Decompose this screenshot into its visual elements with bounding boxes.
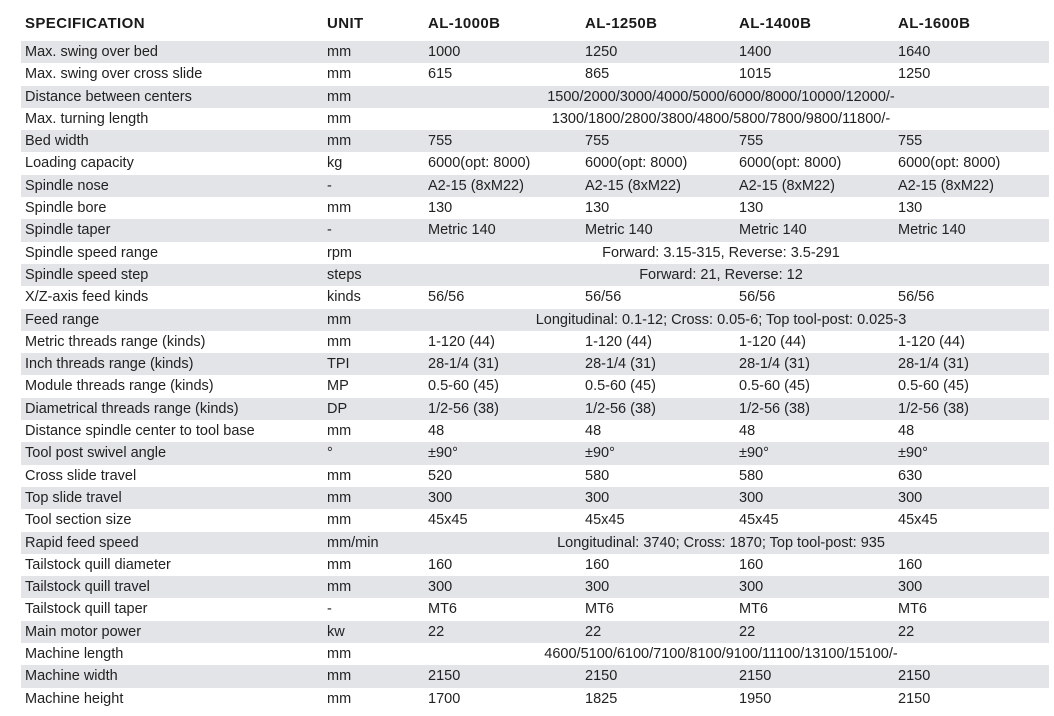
spec-value-model-3: 1950 [739,690,772,707]
spec-label: Spindle taper [25,222,111,239]
table-row [21,197,1049,219]
spec-value-shared: 1300/1800/2800/3800/4800/5800/7800/9800/11800/- [551,110,891,127]
spec-unit: ° [327,445,333,462]
spec-label: Max. swing over cross slide [25,66,203,83]
spec-value-model-4: 160 [898,556,923,573]
table-row [21,152,1049,174]
spec-label: Spindle speed range [25,244,159,261]
table-row [21,108,1049,130]
spec-label: Module threads range (kinds) [25,378,214,395]
spec-unit: mm [327,200,352,217]
spec-value-model-1: MT6 [428,601,457,618]
spec-label: Main motor power [25,623,142,640]
table-row [21,598,1049,620]
spec-value-model-1: 56/56 [428,289,465,306]
spec-label: Spindle bore [25,200,107,217]
spec-value-model-1: 48 [428,423,445,440]
header-specification: SPECIFICATION [25,15,145,32]
spec-value-model-3: 2150 [739,668,772,685]
table-row [21,175,1049,197]
spec-value-model-1: 130 [428,200,453,217]
table-row [21,41,1049,63]
spec-value-model-2: 580 [585,467,610,484]
spec-label: Rapid feed speed [25,534,139,551]
spec-unit: mm [327,423,352,440]
spec-label: X/Z-axis feed kinds [25,289,149,306]
spec-unit: mm/min [327,534,379,551]
table-row [21,665,1049,687]
table-row [21,331,1049,353]
spec-value-model-3: 28-1/4 (31) [739,356,810,373]
spec-unit: DP [327,400,348,417]
spec-value-model-3: 1/2-56 (38) [739,400,810,417]
spec-label: Bed width [25,133,89,150]
spec-value-model-3: 300 [739,489,764,506]
spec-value-model-4: 6000(opt: 8000) [898,155,1001,172]
spec-value-model-3: ±90° [739,445,769,462]
spec-value-model-2: 28-1/4 (31) [585,356,656,373]
spec-unit: mm [327,668,352,685]
spec-value-model-4: 1250 [898,66,931,83]
spec-unit: - [327,601,332,618]
table-row [21,264,1049,286]
spec-value-model-4: 28-1/4 (31) [898,356,969,373]
spec-value-shared: 1500/2000/3000/4000/5000/6000/8000/10000/12000/- [547,88,895,105]
spec-label: Tool section size [25,512,132,529]
spec-value-model-1: 2150 [428,668,461,685]
spec-value-shared: 4600/5100/6100/7100/8100/9100/11100/13100/15100/- [544,646,898,663]
header-model-4: AL-1600B [898,15,971,32]
spec-value-model-3: 45x45 [739,512,779,529]
spec-value-model-2: 22 [585,623,602,640]
spec-label: Max. swing over bed [25,44,158,60]
table-row [21,309,1049,331]
spec-unit: - [327,222,332,239]
spec-value-model-2: A2-15 (8xM22) [585,177,681,194]
table-row [21,465,1049,487]
spec-unit: mm [327,66,352,83]
spec-value-model-3: 1-120 (44) [739,333,806,350]
spec-label: Tailstock quill diameter [25,556,171,573]
spec-value-model-3: Metric 140 [739,222,807,239]
spec-label: Inch threads range (kinds) [25,356,194,373]
spec-unit: kg [327,155,343,172]
spec-value-model-2: 1250 [585,44,618,60]
specification-table [21,9,1049,710]
table-row [21,398,1049,420]
spec-value-model-2: 300 [585,489,610,506]
table-row [21,242,1049,264]
spec-unit: mm [327,579,352,596]
table-row [21,63,1049,85]
spec-value-model-1: 22 [428,623,445,640]
spec-value-model-2: 6000(opt: 8000) [585,155,688,172]
spec-unit: MP [327,378,349,395]
spec-label: Spindle nose [25,177,109,194]
spec-label: Metric threads range (kinds) [25,333,206,350]
spec-value-model-1: Metric 140 [428,222,496,239]
table-row [21,509,1049,531]
spec-label: Machine length [25,646,124,663]
spec-value-model-1: 520 [428,467,453,484]
spec-value-model-2: ±90° [585,445,615,462]
spec-value-model-2: 1/2-56 (38) [585,400,656,417]
spec-value-model-2: 45x45 [585,512,625,529]
spec-value-model-3: 300 [739,579,764,596]
table-row [21,554,1049,576]
spec-unit: mm [327,690,352,707]
spec-unit: mm [327,333,352,350]
spec-value-model-4: 1640 [898,44,931,60]
spec-value-model-1: 160 [428,556,453,573]
spec-value-model-1: 300 [428,489,453,506]
spec-value-model-4: A2-15 (8xM22) [898,177,994,194]
spec-label: Top slide travel [25,489,122,506]
spec-label: Spindle speed step [25,266,149,283]
table-row [21,621,1049,643]
table-row [21,487,1049,509]
spec-value-model-3: 130 [739,200,764,217]
spec-value-model-4: 755 [898,133,923,150]
table-row [21,576,1049,598]
spec-value-model-3: 755 [739,133,764,150]
spec-value-model-3: A2-15 (8xM22) [739,177,835,194]
spec-label: Loading capacity [25,155,134,172]
header-model-1: AL-1000B [428,15,501,32]
spec-value-model-1: 28-1/4 (31) [428,356,499,373]
spec-value-model-1: 6000(opt: 8000) [428,155,531,172]
spec-value-model-4: 300 [898,579,923,596]
spec-unit: mm [327,88,352,105]
spec-value-model-2: MT6 [585,601,614,618]
spec-unit: mm [327,44,352,60]
spec-value-model-1: 1000 [428,44,461,60]
spec-value-model-3: 48 [739,423,756,440]
table-row [21,219,1049,241]
spec-value-model-4: 130 [898,200,923,217]
spec-label: Distance spindle center to tool base [25,423,255,440]
table-row [21,532,1049,554]
table-row [21,420,1049,442]
spec-value-model-1: 615 [428,66,453,83]
spec-label: Diametrical threads range (kinds) [25,400,239,417]
spec-value-model-2: 2150 [585,668,618,685]
spec-label: Tool post swivel angle [25,445,167,462]
spec-value-model-3: MT6 [739,601,768,618]
table-row [21,353,1049,375]
spec-label: Distance between centers [25,88,192,105]
spec-value-model-4: 22 [898,623,915,640]
spec-unit: rpm [327,244,352,261]
table-row [21,442,1049,464]
header-model-3: AL-1400B [739,15,812,32]
spec-value-model-3: 1400 [739,44,772,60]
spec-value-model-3: 160 [739,556,764,573]
spec-value-model-2: 160 [585,556,610,573]
spec-value-model-4: 300 [898,489,923,506]
spec-label: Tailstock quill taper [25,601,148,618]
spec-label: Machine width [25,668,118,685]
spec-label: Tailstock quill travel [25,579,150,596]
spec-value-model-2: 865 [585,66,610,83]
spec-value-model-4: 0.5-60 (45) [898,378,969,395]
spec-value-model-4: Metric 140 [898,222,966,239]
spec-value-model-2: Metric 140 [585,222,653,239]
spec-value-model-4: 2150 [898,668,931,685]
spec-value-model-3: 1015 [739,66,772,83]
header-model-2: AL-1250B [585,15,658,32]
spec-value-model-2: 1-120 (44) [585,333,652,350]
spec-value-model-1: 300 [428,579,453,596]
spec-value-model-3: 0.5-60 (45) [739,378,810,395]
spec-unit: steps [327,266,362,283]
spec-value-model-4: MT6 [898,601,927,618]
spec-label: Machine height [25,690,124,707]
spec-value-model-2: 48 [585,423,602,440]
spec-unit: mm [327,110,352,127]
spec-value-model-1: 0.5-60 (45) [428,378,499,395]
spec-value-model-1: 1-120 (44) [428,333,495,350]
spec-unit: mm [327,646,352,663]
spec-value-model-4: ±90° [898,445,928,462]
spec-value-shared: Longitudinal: 3740; Cross: 1870; Top tool-post: 935 [557,534,885,551]
spec-value-model-3: 22 [739,623,756,640]
spec-value-model-4: 1/2-56 (38) [898,400,969,417]
spec-value-model-3: 6000(opt: 8000) [739,155,842,172]
spec-value-model-4: 56/56 [898,289,935,306]
spec-value-model-1: A2-15 (8xM22) [428,177,524,194]
spec-value-shared: Forward: 21, Reverse: 12 [639,266,803,283]
spec-value-shared: Forward: 3.15-315, Reverse: 3.5-291 [602,244,840,261]
spec-unit: - [327,177,332,194]
spec-unit: kw [327,623,345,640]
spec-value-shared: Longitudinal: 0.1-12; Cross: 0.05-6; Top tool-post: 0.025-3 [535,311,907,328]
spec-value-model-2: 56/56 [585,289,622,306]
spec-value-model-1: 45x45 [428,512,468,529]
spec-unit: mm [327,467,352,484]
spec-unit: kinds [327,289,361,306]
spec-value-model-4: 1-120 (44) [898,333,965,350]
spec-value-model-4: 630 [898,467,923,484]
spec-value-model-2: 300 [585,579,610,596]
table-row [21,130,1049,152]
table-header [21,9,1049,41]
table-row [21,286,1049,308]
table-row [21,375,1049,397]
spec-value-model-1: ±90° [428,445,458,462]
table-row [21,643,1049,665]
spec-value-model-2: 1825 [585,690,618,707]
spec-value-model-1: 1/2-56 (38) [428,400,499,417]
spec-value-model-2: 755 [585,133,610,150]
spec-unit: mm [327,311,352,328]
spec-unit: TPI [327,356,350,373]
table-body [21,41,1049,710]
spec-value-model-1: 755 [428,133,453,150]
spec-value-model-1: 1700 [428,690,461,707]
spec-unit: mm [327,133,352,150]
spec-value-model-4: 45x45 [898,512,938,529]
spec-unit: mm [327,512,352,529]
spec-value-model-3: 580 [739,467,764,484]
spec-label: Feed range [25,311,100,328]
spec-value-model-3: 56/56 [739,289,776,306]
table-row [21,86,1049,108]
header-unit: UNIT [327,15,364,32]
spec-value-model-4: 2150 [898,690,931,707]
spec-label: Max. turning length [25,110,149,127]
spec-label: Cross slide travel [25,467,137,484]
spec-unit: mm [327,489,352,506]
spec-value-model-2: 0.5-60 (45) [585,378,656,395]
table-row [21,688,1049,710]
spec-value-model-2: 130 [585,200,610,217]
spec-value-model-4: 48 [898,423,915,440]
spec-unit: mm [327,556,352,573]
